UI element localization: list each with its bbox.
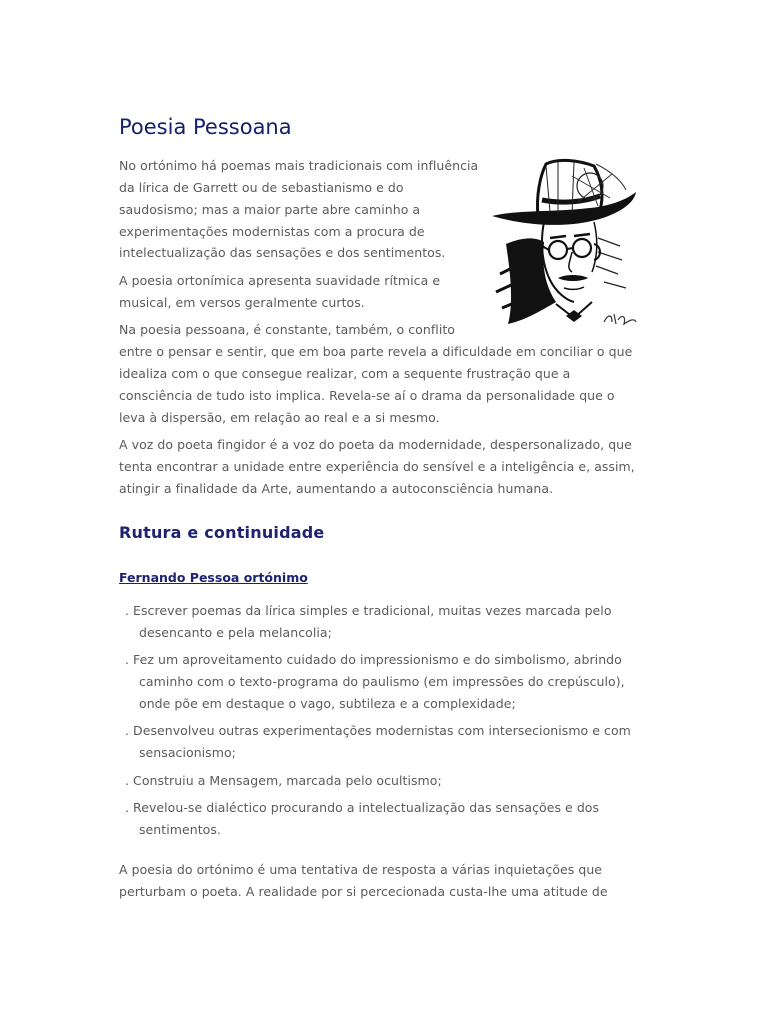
list-item-line: desencanto e pela melancolia; — [139, 625, 332, 640]
list-item-line: onde põe em destaque o vago, subtileza e a complexidade; — [139, 696, 516, 711]
page-title: Poesia Pessoana — [119, 115, 292, 139]
list-item-line: sensacionismo; — [139, 745, 236, 760]
paragraph-line: experimentações modernistas com a procura de — [119, 224, 425, 239]
pessoa-portrait-icon — [486, 152, 652, 336]
paragraph-line: leva à dispersão, em relação ao real e a si mesmo. — [119, 410, 440, 425]
section-heading: Rutura e continuidade — [119, 523, 325, 542]
sub-heading: Fernando Pessoa ortónimo — [119, 570, 308, 585]
paragraph-line: Na poesia pessoana, é constante, também, o conflito — [119, 322, 455, 337]
paragraph-line: perturbam o poeta. A realidade por si percecionada custa-lhe uma atitude de — [119, 884, 608, 899]
list-item-line: . Construiu a Mensagem, marcada pelo ocultismo; — [125, 773, 442, 788]
list-item-line: . Desenvolveu outras experimentações modernistas com intersecionismo e com — [125, 723, 631, 738]
paragraph-line: da lírica de Garrett ou de sebastianismo e do — [119, 180, 404, 195]
paragraph-line: No ortónimo há poemas mais tradicionais com influência — [119, 158, 479, 173]
list-item-line: . Fez um aproveitamento cuidado do impressionismo e do simbolismo, abrindo — [125, 652, 622, 667]
list-item-line: . Escrever poemas da lírica simples e tradicional, muitas vezes marcada pelo — [125, 603, 612, 618]
list-item-line: . Revelou-se dialéctico procurando a intelectualização das sensações e dos — [125, 800, 600, 815]
paragraph-line: A poesia ortonímica apresenta suavidade rítmica e — [119, 273, 441, 288]
paragraph-line: idealiza com o que consegue realizar, com a sequente frustração que a — [119, 366, 571, 381]
list-item-line: caminho com o texto-programa do paulismo (em impressões do crepúsculo), — [139, 674, 625, 689]
paragraph-line: A voz do poeta fingidor é a voz do poeta da modernidade, despersonalizado, que — [119, 437, 632, 452]
paragraph-line: tenta encontrar a unidade entre experiência do sensível e a inteligência e, assim, — [119, 459, 635, 474]
paragraph-line: intelectualização das sensações e dos sentimentos. — [119, 245, 446, 260]
paragraph-line: A poesia do ortónimo é uma tentativa de resposta a várias inquietações que — [119, 862, 603, 877]
paragraph-line: atingir a finalidade da Arte, aumentando a autoconsciência humana. — [119, 481, 554, 496]
paragraph-line: musical, em versos geralmente curtos. — [119, 295, 365, 310]
list-item-line: sentimentos. — [139, 822, 221, 837]
paragraph-line: entre o pensar e sentir, que em boa parte revela a dificuldade em conciliar o que — [119, 344, 633, 359]
paragraph-line: saudosismo; mas a maior parte abre caminho a — [119, 202, 421, 217]
paragraph-line: consciência de tudo isto implica. Revela-se aí o drama da personalidade que o — [119, 388, 615, 403]
